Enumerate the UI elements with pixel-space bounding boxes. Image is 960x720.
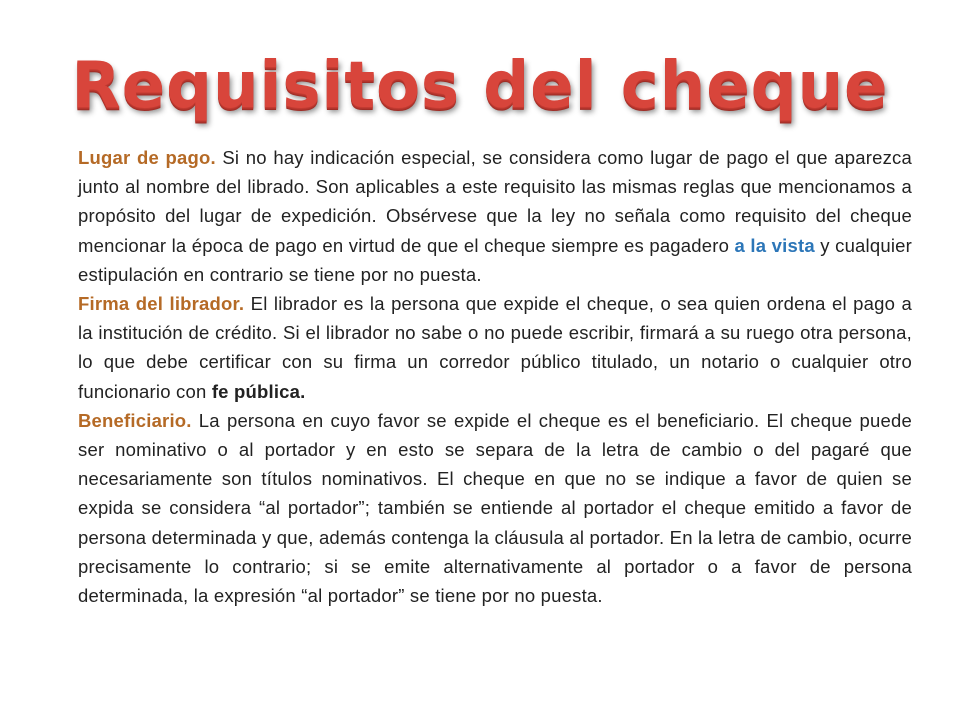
paragraph-text: Si no hay indicación especial, se considera como lugar de pago el que aparezca junto al nombre del librado. Son aplicables a este requisito las mismas reglas que mencionamos a propósito del lugar de expedición. Obsérvese que la ley no señala como requisito del cheque mencionar la época de pago en virtud de que el cheque siempre es pagadero (78, 147, 912, 256)
slide-title: Requisitos del cheque (71, 49, 889, 123)
paragraph-lugar-de-pago (78, 143, 912, 289)
slide-body (78, 143, 912, 610)
paragraph-text: y cualquier estipulación en contrario se tiene por no puesta. (78, 234, 912, 285)
paragraph-firma-del-librador (78, 289, 912, 406)
paragraph-beneficiario (78, 406, 912, 610)
paragraph-text: La persona en cuyo favor se expide el cheque es el beneficiario. El cheque puede ser nominativo o al portador y en esto se separa de la letra de cambio o del pagaré que necesariamente son títulos nominativos. El cheque en que no se indique a favor de quien se expida se considera “al portador”; también se entiende al portador el cheque emitido a favor de persona determinada y que, además contenga la cláusula al portador. En la letra de cambio, ocurre precisamente lo contrario; si se emite alternativamente al portador o a favor de persona determinada, la expresión “al portador” se tiene por no puesta. (78, 409, 912, 607)
term-beneficiario: Beneficiario. (78, 409, 192, 431)
term-firma-del-librador: Firma del librador. (78, 293, 245, 315)
emphasis-fe-publica: fe pública. (211, 380, 306, 402)
highlight-a-la-vista: a la vista (734, 234, 815, 256)
term-lugar-de-pago: Lugar de pago. (78, 147, 216, 168)
paragraph-text: El librador es la persona que expide el cheque, o sea quien ordena el pago a la institución de crédito. Si el librador no sabe o no puede escribir, firmará a su ruego otra persona, lo que debe certificar con su firma un corredor público titulado, un notario o cualquier otro funcionario con (78, 293, 912, 402)
